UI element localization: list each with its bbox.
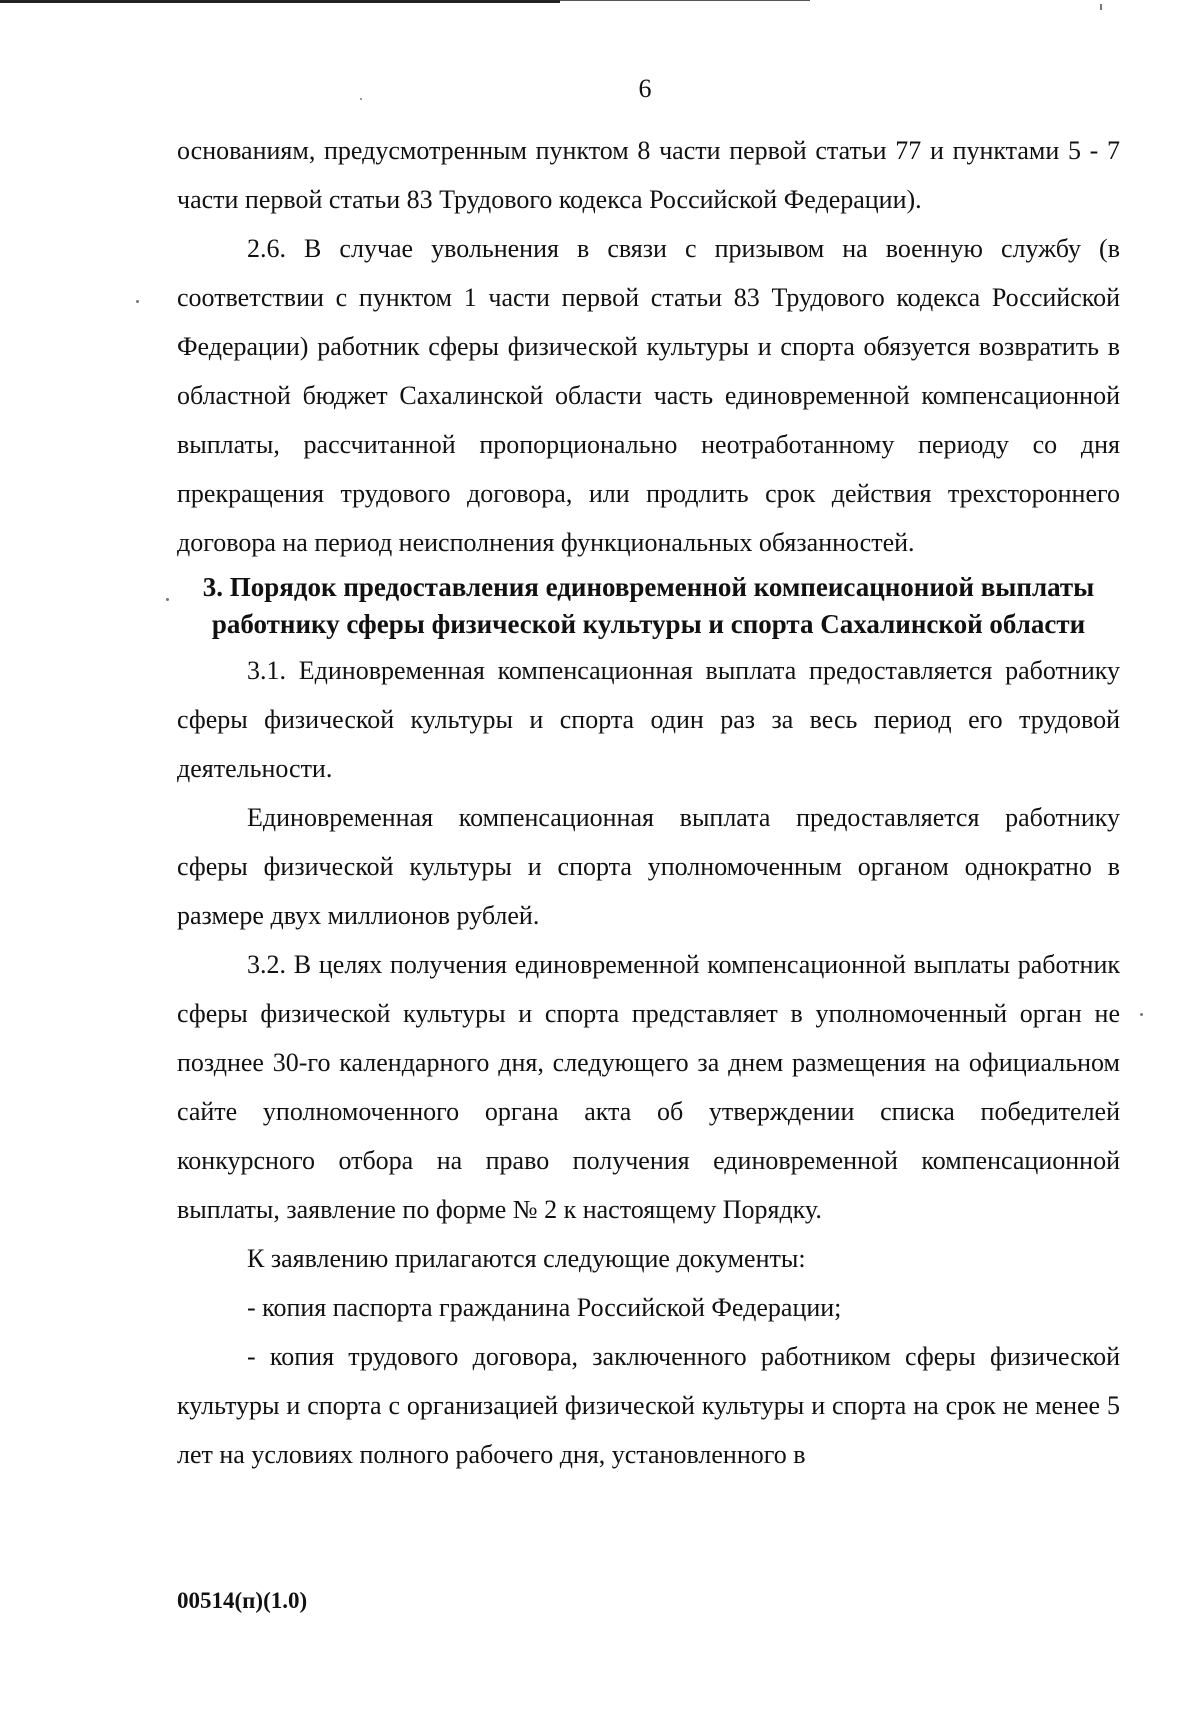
scan-speck [1100, 4, 1102, 10]
scan-speck [136, 300, 139, 303]
scan-speck [1140, 1013, 1143, 1016]
document-body [177, 126, 1120, 1479]
section-heading-line-1: 3. Порядок предоставления единовременной компеисацнониой выплаты [202, 572, 1095, 602]
paragraph-3-1: 3.1. Единовременная компенсационная выплата предоставляется работнику сферы физической культуры и спорта один раз за весь период его трудовой деятельности. [177, 656, 1120, 783]
section-heading-line-2: работнику сферы физической культуры и спорта Сахалинской области [211, 609, 1086, 639]
page-number: 6 [638, 74, 652, 103]
paragraph-documents-intro: К заявлению прилагаются следующие документы: [247, 1244, 806, 1273]
paragraph-3-1-amount: Единовременная компенсационная выплата предоставляется работнику сферы физической культуры и спорта уполномоченным органом однократно в размере двух миллионов рублей. [177, 803, 1120, 930]
scan-top-edge-line-thin [560, 0, 810, 1]
paragraph-2-6: 2.6. В случае увольнения в связи с призывом на военную службу (в соответствии с пунктом 1 части первой статьи 83 Трудового кодекса Российской Федерации) работник сферы физической культуры и спорта обязуется возвратить в областной бюджет Сахалинской области часть единовременной компенсационной выплаты, рассчитанной пропорционально неотработанному периоду со дня прекращения трудового договора, или продлить срок действия трехстороннего договора на период неисполнения функциональных обязанностей. [177, 234, 1120, 557]
scan-top-edge-line [0, 0, 560, 3]
scan-speck [166, 598, 169, 601]
list-item-employment-contract: - копия трудового договора, заключенного работником сферы физической культуры и спорта с организацией физической культуры и спорта на срок не менее 5 лет на условиях полного рабочего дня, установленного в [177, 1342, 1120, 1469]
document-code: 00514(п)(1.0) [177, 1588, 308, 1613]
list-item-passport: - копия паспорта гражданина Российской Федерации; [247, 1293, 842, 1322]
paragraph-3-2: 3.2. В целях получения единовременной компенсационной выплаты работник сферы физической культуры и спорта представляет в уполномоченный орган не позднее 30-го календарного дня, следующего за днем размещения на официальном сайте уполномоченного органа акта об утверждении списка победителей конкурсного отбора на право получения единовременной компенсационной выплаты, заявление по форме № 2 к настоящему Порядку. [177, 950, 1120, 1224]
paragraph-continuation: основаниям, предусмотренным пунктом 8 части первой статьи 77 и пунктами 5 - 7 части первой статьи 83 Трудового кодекса Российской Федерации). [177, 136, 1120, 214]
section-heading [177, 567, 1120, 646]
